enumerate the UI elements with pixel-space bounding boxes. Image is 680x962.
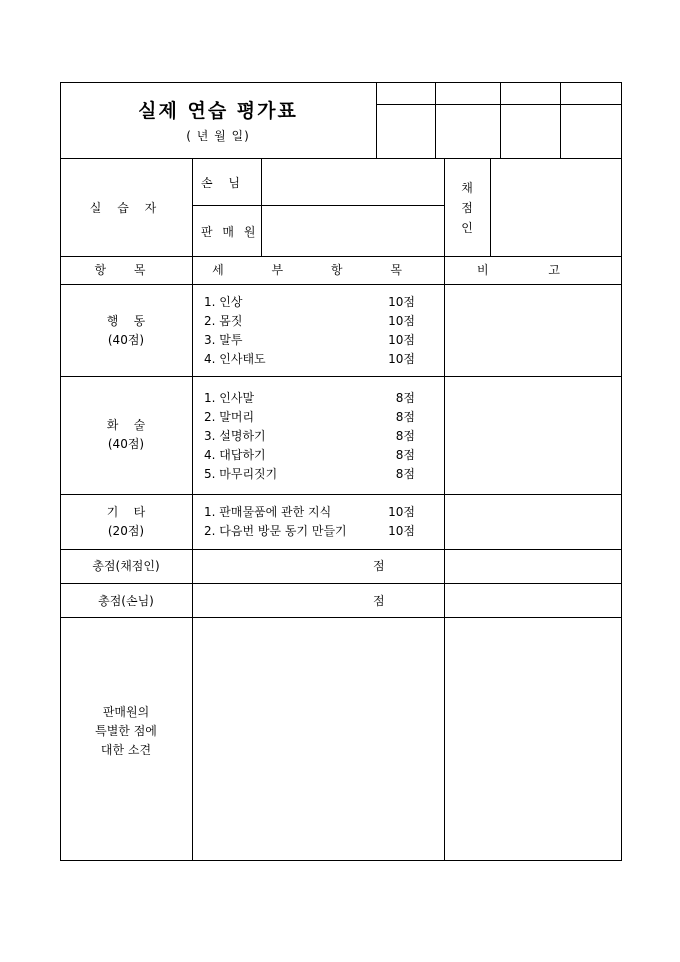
detail-item: 1. 인상 [204, 295, 243, 309]
total-grader-label: 총점(채점인) [92, 559, 160, 573]
detail-item: 4. 인사태도 [204, 352, 266, 366]
detail-score: 10점 [388, 524, 415, 538]
detail-score: 10점 [388, 314, 415, 328]
total-grader-unit: 점 [373, 559, 385, 573]
col-header-remark: 비 고 [477, 263, 588, 277]
section-name: 화 술 [106, 418, 146, 432]
detail-item: 4. 대답하기 [204, 448, 266, 462]
approval-divider [376, 82, 377, 158]
approval-divider [500, 82, 501, 158]
detail-item: 2. 다음번 방문 동기 만들기 [204, 524, 347, 538]
section-name: 행 동 [106, 314, 146, 328]
comments-label-line-2: 특별한 점에 [95, 724, 157, 738]
col-header-item: 항 목 [94, 263, 158, 277]
form-title: 실제 연습 평가표 [138, 100, 298, 122]
row-divider [60, 158, 622, 159]
customer-label: 손 님 [201, 176, 246, 190]
grader-label-3: 인 [461, 221, 473, 235]
col-divider [490, 158, 491, 256]
total-customer-unit: 점 [373, 594, 385, 608]
detail-item: 2. 몸짓 [204, 314, 243, 328]
detail-score: 8점 [395, 391, 415, 405]
detail-item: 3. 설명하기 [204, 429, 266, 443]
detail-score: 8점 [395, 429, 415, 443]
border-top [60, 82, 622, 83]
row-divider [60, 376, 622, 377]
row-divider [60, 494, 622, 495]
detail-item: 1. 판매물품에 관한 지식 [204, 505, 332, 519]
approval-divider [560, 82, 561, 158]
detail-score: 10점 [388, 333, 415, 347]
grader-label-2: 점 [461, 201, 473, 215]
trainee-label: 실 습 자 [89, 201, 163, 215]
approval-divider [376, 104, 622, 105]
section-points: (40점) [107, 437, 145, 451]
approval-divider [435, 82, 436, 158]
total-customer-label: 총점(손님) [98, 594, 154, 608]
detail-score: 10점 [388, 505, 415, 519]
col-divider [261, 158, 262, 256]
col-header-detail: 세 부 항 목 [212, 263, 424, 277]
detail-score: 8점 [395, 467, 415, 481]
detail-score: 10점 [388, 352, 415, 366]
detail-item: 2. 말머리 [204, 410, 255, 424]
seller-label: 판 매 원 [201, 225, 259, 239]
date-line: ( 년 월 일) [186, 129, 250, 143]
border-bottom [60, 860, 622, 861]
detail-score: 10점 [388, 295, 415, 309]
section-name: 기 타 [106, 505, 146, 519]
border-right [621, 82, 622, 861]
section-points: (20점) [107, 524, 145, 538]
row-divider [192, 205, 444, 206]
comments-label-line-1: 판매원의 [102, 705, 150, 719]
row-divider [60, 583, 622, 584]
grader-label-1: 채 [461, 181, 473, 195]
comments-label-line-3: 대한 소견 [100, 743, 152, 757]
row-divider [60, 284, 622, 285]
detail-score: 8점 [395, 448, 415, 462]
detail-item: 1. 인사말 [204, 391, 255, 405]
row-divider [60, 617, 622, 618]
section-points: (40점) [107, 333, 145, 347]
detail-item: 3. 말투 [204, 333, 243, 347]
detail-item: 5. 마무리짓기 [204, 467, 278, 481]
row-divider [60, 256, 622, 257]
row-divider [60, 549, 622, 550]
detail-score: 8점 [395, 410, 415, 424]
